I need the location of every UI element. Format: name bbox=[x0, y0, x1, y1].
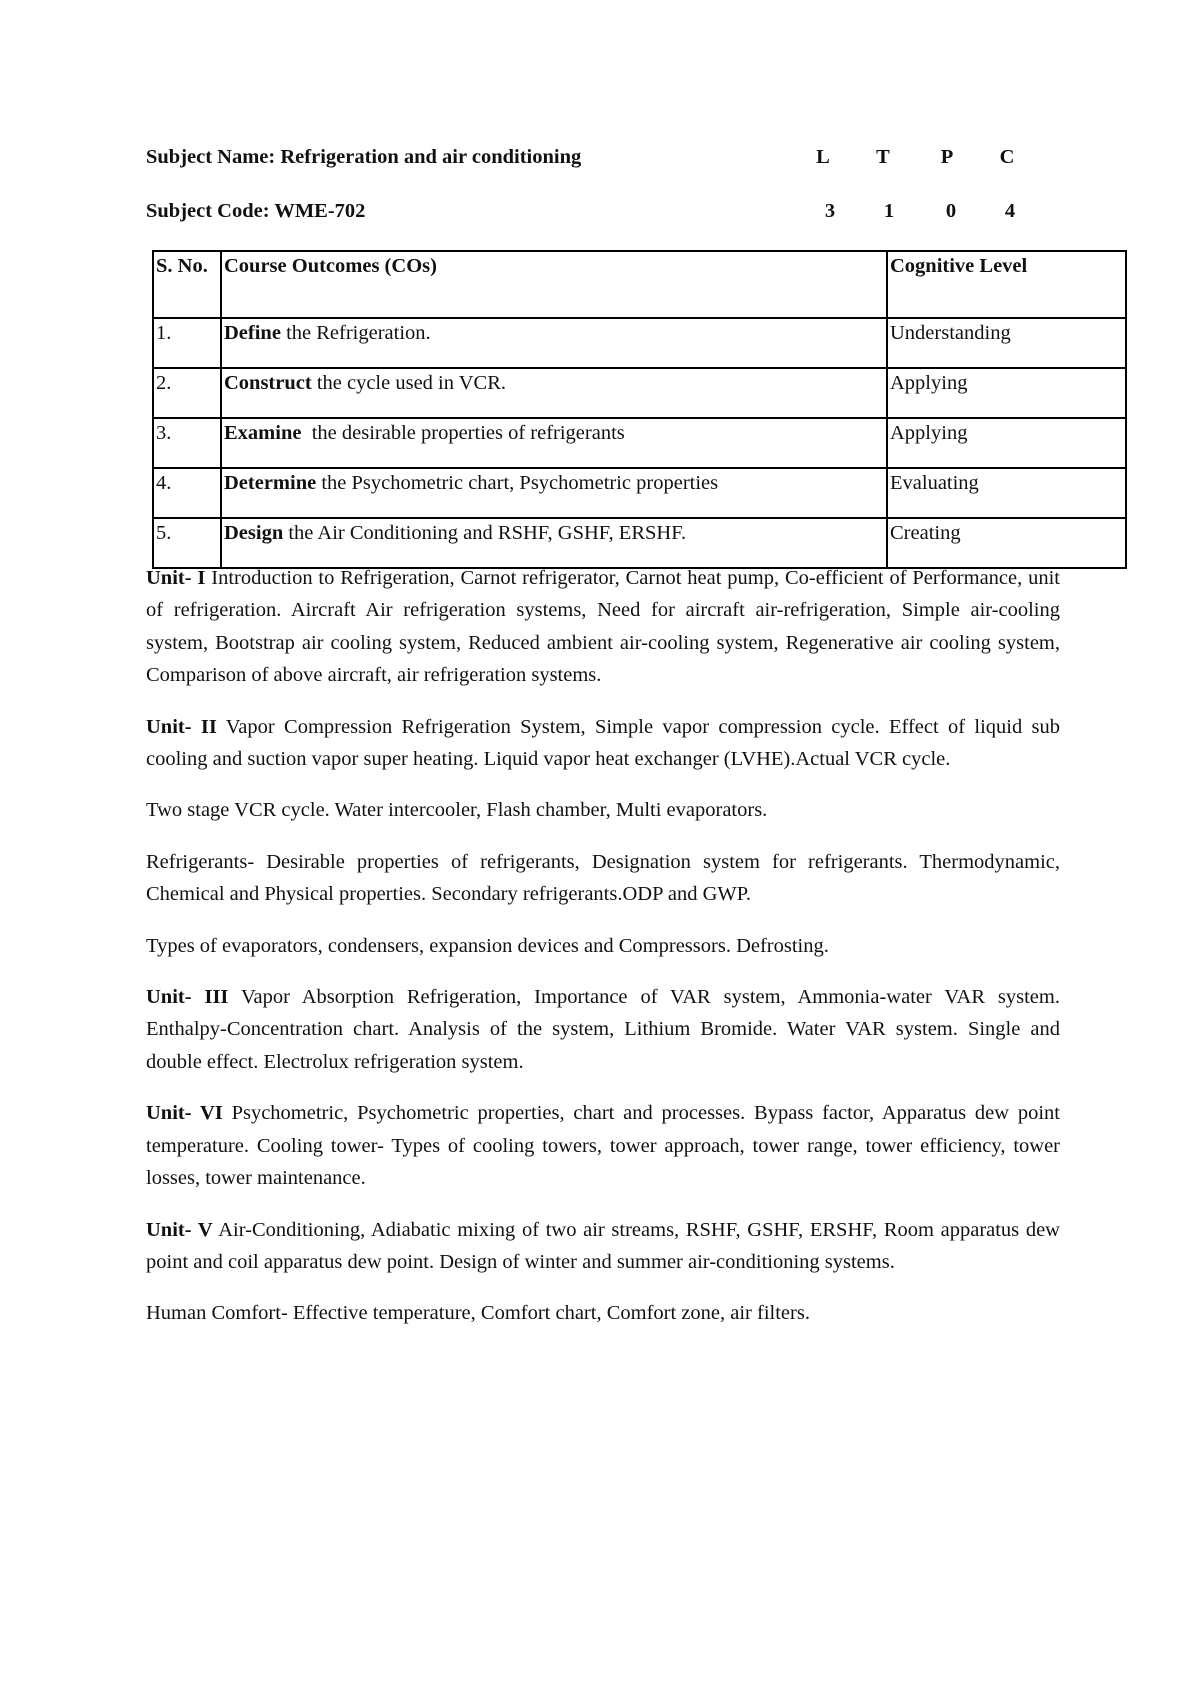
unit-text: Types of evaporators, condensers, expansion devices and Compressors. Defrosting. bbox=[146, 934, 829, 957]
evaporators-paragraph bbox=[146, 930, 1060, 962]
row-sno: 3. bbox=[153, 418, 221, 468]
row-cognitive-level: Applying bbox=[887, 418, 1126, 468]
row-cognitive-level: Understanding bbox=[887, 318, 1126, 368]
table-row bbox=[153, 518, 1126, 568]
ltpc-header-c: C bbox=[999, 146, 1015, 168]
row-outcome bbox=[221, 318, 887, 368]
row-cognitive-level: Evaluating bbox=[887, 468, 1126, 518]
unit-text: Vapor Absorption Refrigeration, Importance of VAR system, Ammonia-water VAR system. Enthalpy-Concentration chart. Analysis of the system, Lithium Bromide. Water VAR system. Single and double effect. Electrolux refrigeration system. bbox=[146, 986, 1060, 1073]
table-header-row bbox=[153, 251, 1126, 318]
row-cognitive-level: Creating bbox=[887, 518, 1126, 568]
unit-label: Unit- II bbox=[146, 715, 217, 738]
outcome-text: the cycle used in VCR. bbox=[311, 372, 507, 394]
ltpc-value-c: 4 bbox=[1004, 200, 1016, 222]
row-outcome bbox=[221, 518, 887, 568]
unit-text: Refrigerants- Desirable properties of refrigerants, Designation system for refrigerants. Thermodynamic, Chemical and Physical properties. Secondary refrigerants.ODP and GWP. bbox=[146, 850, 1060, 906]
unit-label: Unit- I bbox=[146, 567, 206, 589]
subject-name: Subject Name: Refrigeration and air conditioning bbox=[146, 146, 582, 168]
outcome-text: the Psychometric chart, Psychometric properties bbox=[316, 472, 719, 494]
outcome-text: the Refrigeration. bbox=[280, 322, 431, 344]
ltpc-value-p: 0 bbox=[945, 200, 957, 222]
outcome-verb: Design bbox=[224, 522, 284, 544]
outcome-text: the desirable properties of refrigerants bbox=[301, 422, 625, 444]
outcome-verb: Examine bbox=[224, 422, 302, 444]
ltpc-header-t: T bbox=[876, 146, 890, 168]
ltpc-value-l: 3 bbox=[824, 200, 836, 222]
syllabus-body bbox=[146, 562, 1060, 1349]
unit-text: Human Comfort- Effective temperature, Comfort chart, Comfort zone, air filters. bbox=[146, 1302, 810, 1325]
unit-text: Two stage VCR cycle. Water intercooler, Flash chamber, Multi evaporators. bbox=[146, 799, 768, 822]
row-cognitive-level: Applying bbox=[887, 368, 1126, 418]
unit-2-paragraph bbox=[146, 711, 1060, 776]
human-comfort-paragraph bbox=[146, 1297, 1060, 1329]
table-row bbox=[153, 368, 1126, 418]
unit-3-paragraph bbox=[146, 981, 1060, 1078]
table-row bbox=[153, 418, 1126, 468]
refrigerants-paragraph bbox=[146, 846, 1060, 911]
unit-text: Vapor Compression Refrigeration System, Simple vapor compression cycle. Effect of liquid sub cooling and suction vapor super heating. Liquid vapor heat exchanger (LVHE).Actual VCR cycle. bbox=[146, 715, 1060, 771]
unit-label: Unit- V bbox=[146, 1218, 213, 1241]
course-outcomes-table bbox=[152, 250, 1127, 569]
outcome-verb: Construct bbox=[224, 372, 312, 394]
unit-1-paragraph bbox=[146, 562, 1060, 692]
column-header-course-outcomes: Course Outcomes (COs) bbox=[221, 251, 887, 318]
row-outcome bbox=[221, 468, 887, 518]
unit-6-paragraph bbox=[146, 1097, 1060, 1194]
outcome-text: the Air Conditioning and RSHF, GSHF, ERSHF. bbox=[283, 522, 687, 544]
row-sno: 1. bbox=[153, 318, 221, 368]
row-sno: 5. bbox=[153, 518, 221, 568]
row-sno: 4. bbox=[153, 468, 221, 518]
row-outcome bbox=[221, 418, 887, 468]
unit-text: Introduction to Refrigeration, Carnot refrigerator, Carnot heat pump, Co-efficient of Performance, unit of refrigeration. Aircraft Air refrigeration systems, Need for aircraft air-refrigeration, Simple air-cooling system, Bootstrap air cooling system, Reduced ambient air-cooling system, Regenerative air cooling system, Comparison of above aircraft, air refrigeration systems. bbox=[146, 567, 1060, 687]
unit-label: Unit- III bbox=[146, 986, 229, 1009]
outcome-verb: Define bbox=[224, 322, 281, 344]
table-row bbox=[153, 318, 1126, 368]
two-stage-vcr-paragraph bbox=[146, 794, 1060, 826]
outcome-verb: Determine bbox=[224, 472, 317, 494]
subject-code: Subject Code: WME-702 bbox=[146, 200, 366, 222]
ltpc-value-t: 1 bbox=[883, 200, 895, 222]
row-sno: 2. bbox=[153, 368, 221, 418]
row-outcome bbox=[221, 368, 887, 418]
column-header-cognitive-level: Cognitive Level bbox=[887, 251, 1126, 318]
unit-5-paragraph bbox=[146, 1214, 1060, 1279]
unit-label: Unit- VI bbox=[146, 1102, 223, 1125]
unit-text: Psychometric, Psychometric properties, chart and processes. Bypass factor, Apparatus dew point temperature. Cooling tower- Types of cooling towers, tower approach, tower range, tower efficiency, tower losses, tower maintenance. bbox=[146, 1102, 1060, 1190]
unit-text: Air-Conditioning, Adiabatic mixing of two air streams, RSHF, GSHF, ERSHF, Room apparatus dew point and coil apparatus dew point. Design of winter and summer air-conditioning systems. bbox=[146, 1218, 1060, 1273]
ltpc-header-p: P bbox=[940, 146, 954, 168]
table-row bbox=[153, 468, 1126, 518]
ltpc-header-l: L bbox=[816, 146, 830, 168]
column-header-sno: S. No. bbox=[153, 251, 221, 318]
